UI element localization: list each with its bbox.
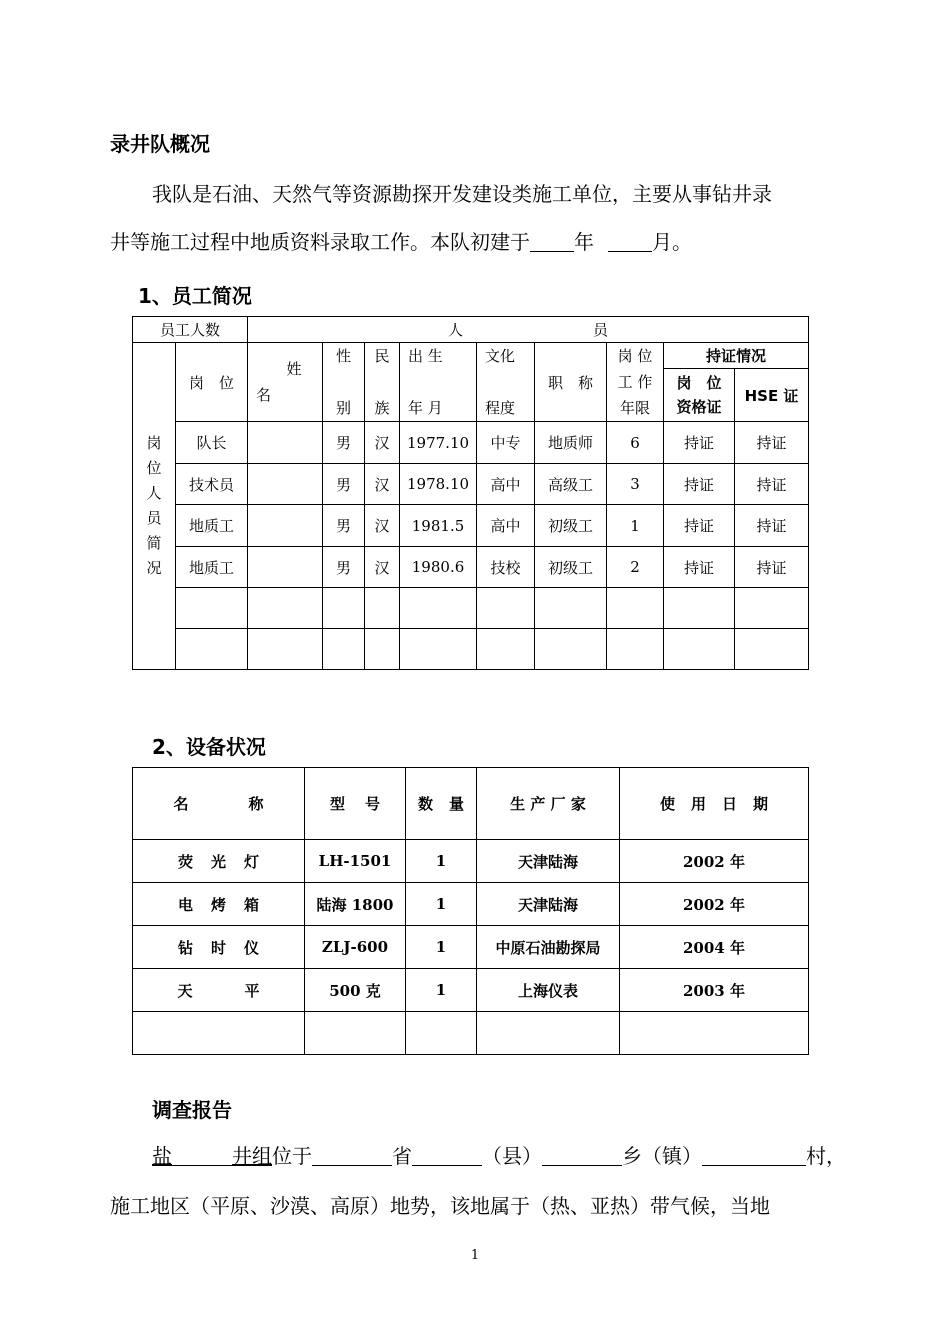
cell-cert-post: 持证 bbox=[664, 422, 735, 464]
cell-equip-maker: 天津陆海 bbox=[477, 883, 620, 926]
table-row bbox=[133, 547, 809, 588]
cell-cert-hse: 持证 bbox=[735, 547, 809, 588]
year-label: 年 bbox=[574, 230, 594, 254]
cell-edu: 高中 bbox=[477, 464, 535, 505]
cell-years: 3 bbox=[607, 464, 664, 505]
cell-cert-hse: 持证 bbox=[735, 422, 809, 464]
intro-text: 井等施工过程中地质资料录取工作。本队初建于 bbox=[110, 230, 530, 254]
person-label-a: 人 bbox=[448, 321, 464, 339]
survey-village: 村， bbox=[806, 1144, 846, 1168]
cell-position: 技术员 bbox=[176, 464, 248, 505]
cell-equip-qty: 1 bbox=[406, 926, 477, 969]
col-position: 岗 位 bbox=[176, 343, 248, 422]
month-blank bbox=[608, 231, 652, 252]
page-number: 1 bbox=[470, 1248, 480, 1263]
cell-cert-hse: 持证 bbox=[735, 505, 809, 547]
cell-ethnic: 汉 bbox=[365, 505, 400, 547]
cell-equip-name: 电 烤 箱 bbox=[133, 883, 305, 926]
table-row bbox=[133, 883, 809, 926]
staff-count-header: 员工人数 bbox=[133, 317, 248, 343]
cell-equip-qty: 1 bbox=[406, 969, 477, 1012]
col-gender: 性 别 bbox=[323, 343, 365, 422]
cell-title: 高级工 bbox=[535, 464, 607, 505]
cell-edu: 技校 bbox=[477, 547, 535, 588]
cell-equip-date: 2002 年 bbox=[620, 840, 809, 883]
cell-edu: 高中 bbox=[477, 505, 535, 547]
cell-edu: 中专 bbox=[477, 422, 535, 464]
cell-years: 6 bbox=[607, 422, 664, 464]
well-blank bbox=[172, 1145, 232, 1166]
col-equip-qty: 数 量 bbox=[406, 768, 477, 840]
person-label-b: 员 bbox=[593, 321, 609, 339]
cell-birth: 1978.10 bbox=[400, 464, 477, 505]
col-equip-model: 型 号 bbox=[305, 768, 406, 840]
cell-equip-model: 500 克 bbox=[305, 969, 406, 1012]
cell-years: 2 bbox=[607, 547, 664, 588]
survey-line-1 bbox=[152, 1134, 846, 1178]
cell-name bbox=[248, 464, 323, 505]
cell-name bbox=[248, 505, 323, 547]
survey-line-2: 施工地区（平原、沙漠、高原）地势，该地属于（热、亚热）带气候，当地 bbox=[110, 1194, 770, 1218]
col-name: 姓 名 bbox=[248, 343, 323, 422]
table-row bbox=[133, 422, 809, 464]
table-row bbox=[133, 840, 809, 883]
col-cert-hse: HSE 证 bbox=[735, 369, 809, 422]
survey-province: 省 bbox=[392, 1144, 412, 1168]
survey-well-group: 井组 bbox=[232, 1144, 272, 1168]
cell-gender: 男 bbox=[323, 422, 365, 464]
cell-birth: 1980.6 bbox=[400, 547, 477, 588]
cell-gender: 男 bbox=[323, 547, 365, 588]
cell-cert-post: 持证 bbox=[664, 547, 735, 588]
col-title: 职 称 bbox=[535, 343, 607, 422]
section-title: 录井队概况 bbox=[110, 132, 210, 156]
cell-gender: 男 bbox=[323, 505, 365, 547]
intro-line-1: 我队是石油、天然气等资源勘探开发建设类施工单位，主要从事钻井录 bbox=[152, 182, 772, 206]
staff-table bbox=[132, 316, 809, 670]
cell-years: 1 bbox=[607, 505, 664, 547]
cell-equip-qty: 1 bbox=[406, 883, 477, 926]
col-equip-maker: 生 产 厂 家 bbox=[477, 768, 620, 840]
cell-title: 初级工 bbox=[535, 547, 607, 588]
survey-salt: 盐 bbox=[152, 1144, 172, 1168]
table-row bbox=[133, 505, 809, 547]
col-cert: 持证情况 bbox=[664, 343, 809, 369]
cell-equip-date: 2002 年 bbox=[620, 883, 809, 926]
cell-cert-post: 持证 bbox=[664, 464, 735, 505]
col-equip-name: 名 称 bbox=[133, 768, 305, 840]
cell-position: 地质工 bbox=[176, 505, 248, 547]
cell-cert-post: 持证 bbox=[664, 505, 735, 547]
cell-title: 初级工 bbox=[535, 505, 607, 547]
table-row bbox=[133, 969, 809, 1012]
cell-gender: 男 bbox=[323, 464, 365, 505]
cell-equip-name: 天 平 bbox=[133, 969, 305, 1012]
cell-equip-qty: 1 bbox=[406, 840, 477, 883]
col-cert-post: 岗 位 资格证 bbox=[664, 369, 735, 422]
county-blank bbox=[412, 1145, 482, 1166]
cell-equip-maker: 天津陆海 bbox=[477, 840, 620, 883]
year-blank bbox=[530, 231, 574, 252]
table-row bbox=[133, 464, 809, 505]
table-row-empty bbox=[133, 588, 809, 629]
village-blank bbox=[702, 1145, 806, 1166]
cell-equip-model: LH-1501 bbox=[305, 840, 406, 883]
cell-name bbox=[248, 422, 323, 464]
col-years: 岗 位 工 作 年限 bbox=[607, 343, 664, 422]
survey-county: （县） bbox=[482, 1144, 542, 1168]
cell-equip-maker: 中原石油勘探局 bbox=[477, 926, 620, 969]
cell-name bbox=[248, 547, 323, 588]
cell-birth: 1981.5 bbox=[400, 505, 477, 547]
col-edu: 文化 程度 bbox=[477, 343, 535, 422]
cell-equip-name: 钻 时 仪 bbox=[133, 926, 305, 969]
cell-equip-date: 2004 年 bbox=[620, 926, 809, 969]
cell-equip-name: 荧 光 灯 bbox=[133, 840, 305, 883]
cell-title: 地质师 bbox=[535, 422, 607, 464]
equipment-table bbox=[132, 767, 809, 1055]
staff-heading: 1、员工简况 bbox=[138, 284, 252, 308]
town-blank bbox=[542, 1145, 622, 1166]
cell-cert-hse: 持证 bbox=[735, 464, 809, 505]
cell-equip-date: 2003 年 bbox=[620, 969, 809, 1012]
intro-line-2 bbox=[110, 220, 692, 264]
cell-ethnic: 汉 bbox=[365, 422, 400, 464]
equipment-header-row bbox=[133, 768, 809, 840]
staff-person-header bbox=[248, 317, 809, 343]
cell-ethnic: 汉 bbox=[365, 547, 400, 588]
cell-equip-maker: 上海仪表 bbox=[477, 969, 620, 1012]
cell-equip-model: 陆海 1800 bbox=[305, 883, 406, 926]
table-row-empty bbox=[133, 1012, 809, 1055]
side-label: 岗 位 人 员 简 况 bbox=[133, 343, 176, 670]
cell-birth: 1977.10 bbox=[400, 422, 477, 464]
survey-town: 乡（镇） bbox=[622, 1144, 702, 1168]
table-row-empty bbox=[133, 629, 809, 670]
col-equip-date: 使 用 日 期 bbox=[620, 768, 809, 840]
month-label: 月。 bbox=[652, 230, 692, 254]
province-blank bbox=[312, 1145, 392, 1166]
cell-ethnic: 汉 bbox=[365, 464, 400, 505]
table-row bbox=[133, 926, 809, 969]
survey-title: 调查报告 bbox=[152, 1098, 232, 1122]
cell-equip-model: ZLJ-600 bbox=[305, 926, 406, 969]
col-birth: 出 生 年 月 bbox=[400, 343, 477, 422]
survey-located: 位于 bbox=[272, 1144, 312, 1168]
cell-position: 队长 bbox=[176, 422, 248, 464]
col-ethnic: 民 族 bbox=[365, 343, 400, 422]
cell-position: 地质工 bbox=[176, 547, 248, 588]
equipment-heading: 2、设备状况 bbox=[152, 735, 266, 759]
